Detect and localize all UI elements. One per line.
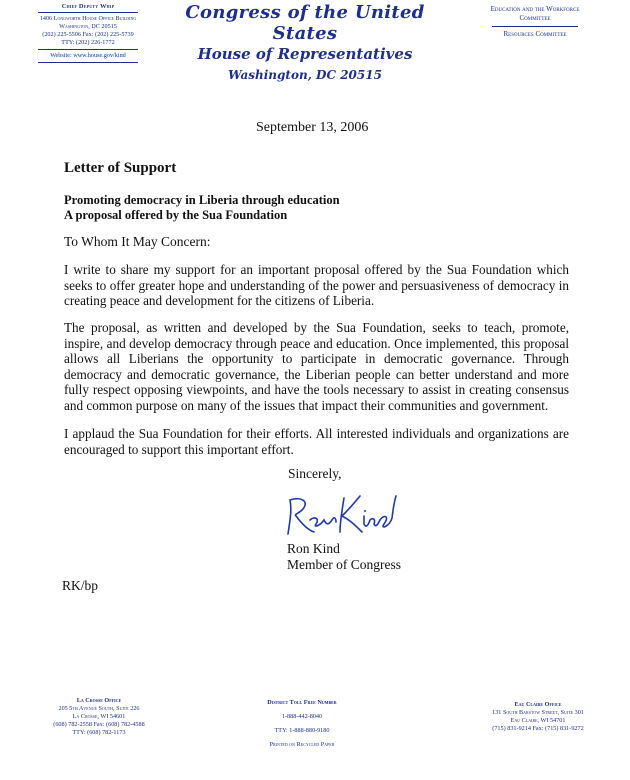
signer-title: Member of Congress xyxy=(287,557,401,572)
letter-subtitle: Promoting democracy in Liberia through education xyxy=(64,193,340,207)
toll-free-title: District Toll Free Number xyxy=(267,699,337,706)
house-title: House of Representatives xyxy=(197,45,413,63)
address-line: 131 South Barstow Street, Suite 301 xyxy=(492,709,584,716)
letterhead-left-block xyxy=(14,3,162,65)
letterhead-center-block xyxy=(160,2,450,82)
salutation: To Whom It May Concern: xyxy=(64,234,211,249)
address-line: 205 5th Avenue South, Suite 226 xyxy=(58,705,140,712)
divider xyxy=(38,62,138,63)
letterhead-right-block xyxy=(452,5,618,39)
handwritten-signature xyxy=(280,490,400,542)
phone-line: (715) 831-9214 Fax: (715) 831-9272 xyxy=(492,725,584,732)
tty-line: TTY: (608) 782-1173 xyxy=(72,729,126,736)
address-line: Washington, DC 20515 xyxy=(59,23,117,30)
address-line: La Crosse, WI 54601 xyxy=(72,713,126,720)
committee-name: Committee xyxy=(519,14,551,22)
letter-subtitle: A proposal offered by the Sua Foundation xyxy=(64,208,288,222)
chief-deputy-whip-title: Chief Deputy Whip xyxy=(61,3,115,10)
divider xyxy=(38,49,138,50)
divider xyxy=(492,26,578,27)
toll-free-phone: 1-888-442-8040 xyxy=(281,713,323,720)
letter-date: September 13, 2006 xyxy=(256,120,369,135)
footer-la-crosse-office xyxy=(14,697,184,737)
city-title: Washington, DC 20515 xyxy=(228,68,382,82)
office-title: Eau Claire Office xyxy=(514,701,562,708)
office-title: La Crosse Office xyxy=(76,697,122,704)
body-paragraph: I write to share my support for an important proposal offered by the Sua Foundation which seeks to offer greater hope and understanding of the power and persuasiveness of democracy in creating peace and development for the citizens of Liberia. xyxy=(64,262,569,308)
tty-line: TTY: (202) 226-1772 xyxy=(61,39,115,46)
footer-toll-free xyxy=(232,699,372,749)
address-line: Eau Claire, WI 54701 xyxy=(510,717,566,724)
divider xyxy=(38,12,138,13)
letter-subject: Letter of Support xyxy=(64,160,177,176)
website-line: Website: www.house.gov/kind xyxy=(50,52,126,59)
closing: Sincerely, xyxy=(288,466,342,481)
typist-initials: RK/bp xyxy=(62,578,99,593)
address-line: 1406 Longworth House Office Building xyxy=(39,15,137,22)
phone-line: (202) 225-5506 Fax: (202) 225-5739 xyxy=(42,31,134,38)
body-paragraph: The proposal, as written and developed by the Sua Foundation, seeks to teach, promote, inspire, and develop democracy through peace and education. Once implemented, this proposal allows all Liberians the opportunity to participate in democratic governance. Through democracy and democratic governance, the Liberian people can better understand and more fully respect opposing viewpoints, and have the tools necessary to assist in creating consensus and common purpose on many of the issues that impact their communities and government. xyxy=(64,320,569,413)
recycled-paper-note: Printed on Recycled Paper xyxy=(269,741,335,748)
toll-free-tty: TTY: 1-888-880-9180 xyxy=(274,727,330,734)
committee-name: Resources Committee xyxy=(503,30,567,38)
congress-title: Congress of the United States xyxy=(185,2,425,44)
body-paragraph: I applaud the Sua Foundation for their efforts. All interested individuals and organizations are encouraged to support this important effort. xyxy=(64,426,569,457)
committee-name: Education and the Workforce xyxy=(490,5,580,13)
signer-name: Ron Kind xyxy=(287,541,340,556)
phone-line: (608) 782-2558 Fax: (608) 782-4588 xyxy=(53,721,145,728)
footer-eau-claire-office xyxy=(458,701,618,733)
